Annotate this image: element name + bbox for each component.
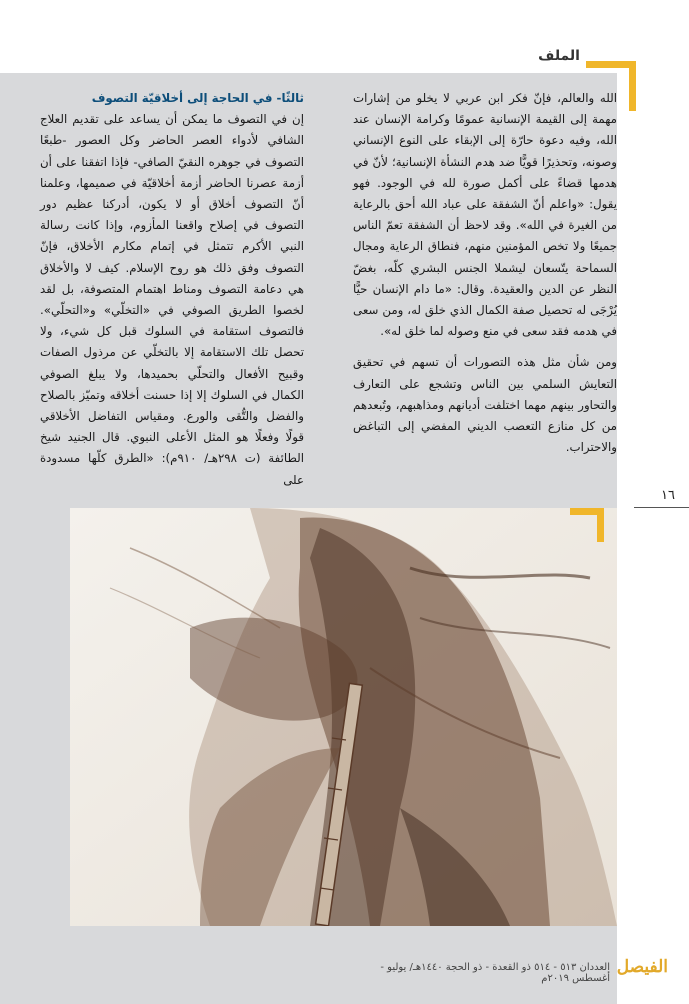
section-heading: ثالثًا- في الحاجة إلى أخلاقيّة التصوف bbox=[91, 91, 304, 105]
article-paragraph: الله والعالم، فإنّ فكر ابن عربي لا يخلو من إشارات مهمة إلى القيمة الإنسانية عمومًا وكرامة الإنسان عند الله، وفيه دعوة حارّة إلى الإبقاء على النوع الإنساني وصونه، وتحذيرًا قويًّا ضد هدم النشأة الإنسانية؛ لأنّ في هدمها قضاءً على أكمل صورة لله في الوجود. فهو يقول: «واعلم أنّ الشفقة على عباد الله أحق بالرعاية من الغيرة في الله». وقد لاحظ أن الشفقة تعمّ الناس جميعًا ولا تخص المؤمنين منهم، فنطاق الرعاية ومجال السماحة يتّسعان ليشملا الجنس البشري كلّه، بغضّ النظر عن الدين والعقيدة. وقال: «ما دام الإنسان حيًّا يُرْجَى له تحصيل صفة الكمال الذي خلق له، ومن سعى في هدمه فقد سعى في منع وصوله لما خلق له». bbox=[353, 91, 617, 339]
article-paragraph: ومن شأن مثل هذه التصورات أن تسهم في تحقيق التعايش السلمي بين الناس وتشجع على التعارف والتحاور بينهم مهما اختلفت أديانهم ومذاهبهم، وتُبعدهم من كل منازع التعصب الديني المفضي إلى التباغض والاحتراب. bbox=[353, 355, 617, 455]
header-accent-post bbox=[629, 61, 636, 111]
image-accent-post bbox=[597, 508, 604, 542]
article-paragraph: إن في التصوف ما يمكن أن يساعد على تقديم العلاج الشافي لأدواء العصر الحاضر وكل العصور -طبعًا التصوف في جوهره النقيّ الصافي- فإذا اتفقنا على أن أزمة عصرنا الحاضر أزمة أخلاقيّة في صميمها، وعلمنا أنّ التصوف أخلاق أو لا يكون، أدركنا عظيم دور التصوف في إصلاح واقعنا المأزوم، وإذا كانت رسالة النبي الأكرم تتمثل في إتمام مكارم الأخلاق، فإنّ التصوف وفق ذلك هو روح الإسلام. كيف لا والأخلاق هي دعامة التصوف ومناط اهتمام المتصوفة، بل لقد لخصوا الطريق الصوفي في «التخلّي» و«التحلّي». فالتصوف استقامة في السلوك قبل كل شيء، ولا تحصل تلك الاستقامة إلا بالتخلّي عن مرذول الصفات وقبيح الأفعال والتحلّي بحميدها، ولا يبلغ الصوفي الكمال في السلوك إلا إذا حسنت أخلاقه وتميّز بالصلاح والفضل والتُّقى والورع. ومقياس التفاضل الأخلاقي قولًا وفعلًا هو المثل الأعلى النبوي. قال الجنيد شيخ الطائفة (ت ٢٩٨هـ/ ٩١٠م): «الطرق كلّها مسدودة على bbox=[40, 112, 304, 487]
section-label: الملف bbox=[538, 48, 580, 64]
page-number-rule bbox=[634, 507, 689, 508]
issue-info: العددان ٥١٣ - ٥١٤ ذو القعدة - ذو الحجة ١٤٤٠هـ/ يوليو - أغسطس ٢٠١٩م bbox=[380, 962, 610, 984]
article-column-left bbox=[40, 88, 304, 491]
page-number: ١٦ bbox=[661, 488, 675, 503]
sufi-figure-illustration bbox=[70, 508, 617, 926]
magazine-logo: الفيصل bbox=[616, 957, 668, 977]
article-column-right bbox=[353, 88, 617, 458]
